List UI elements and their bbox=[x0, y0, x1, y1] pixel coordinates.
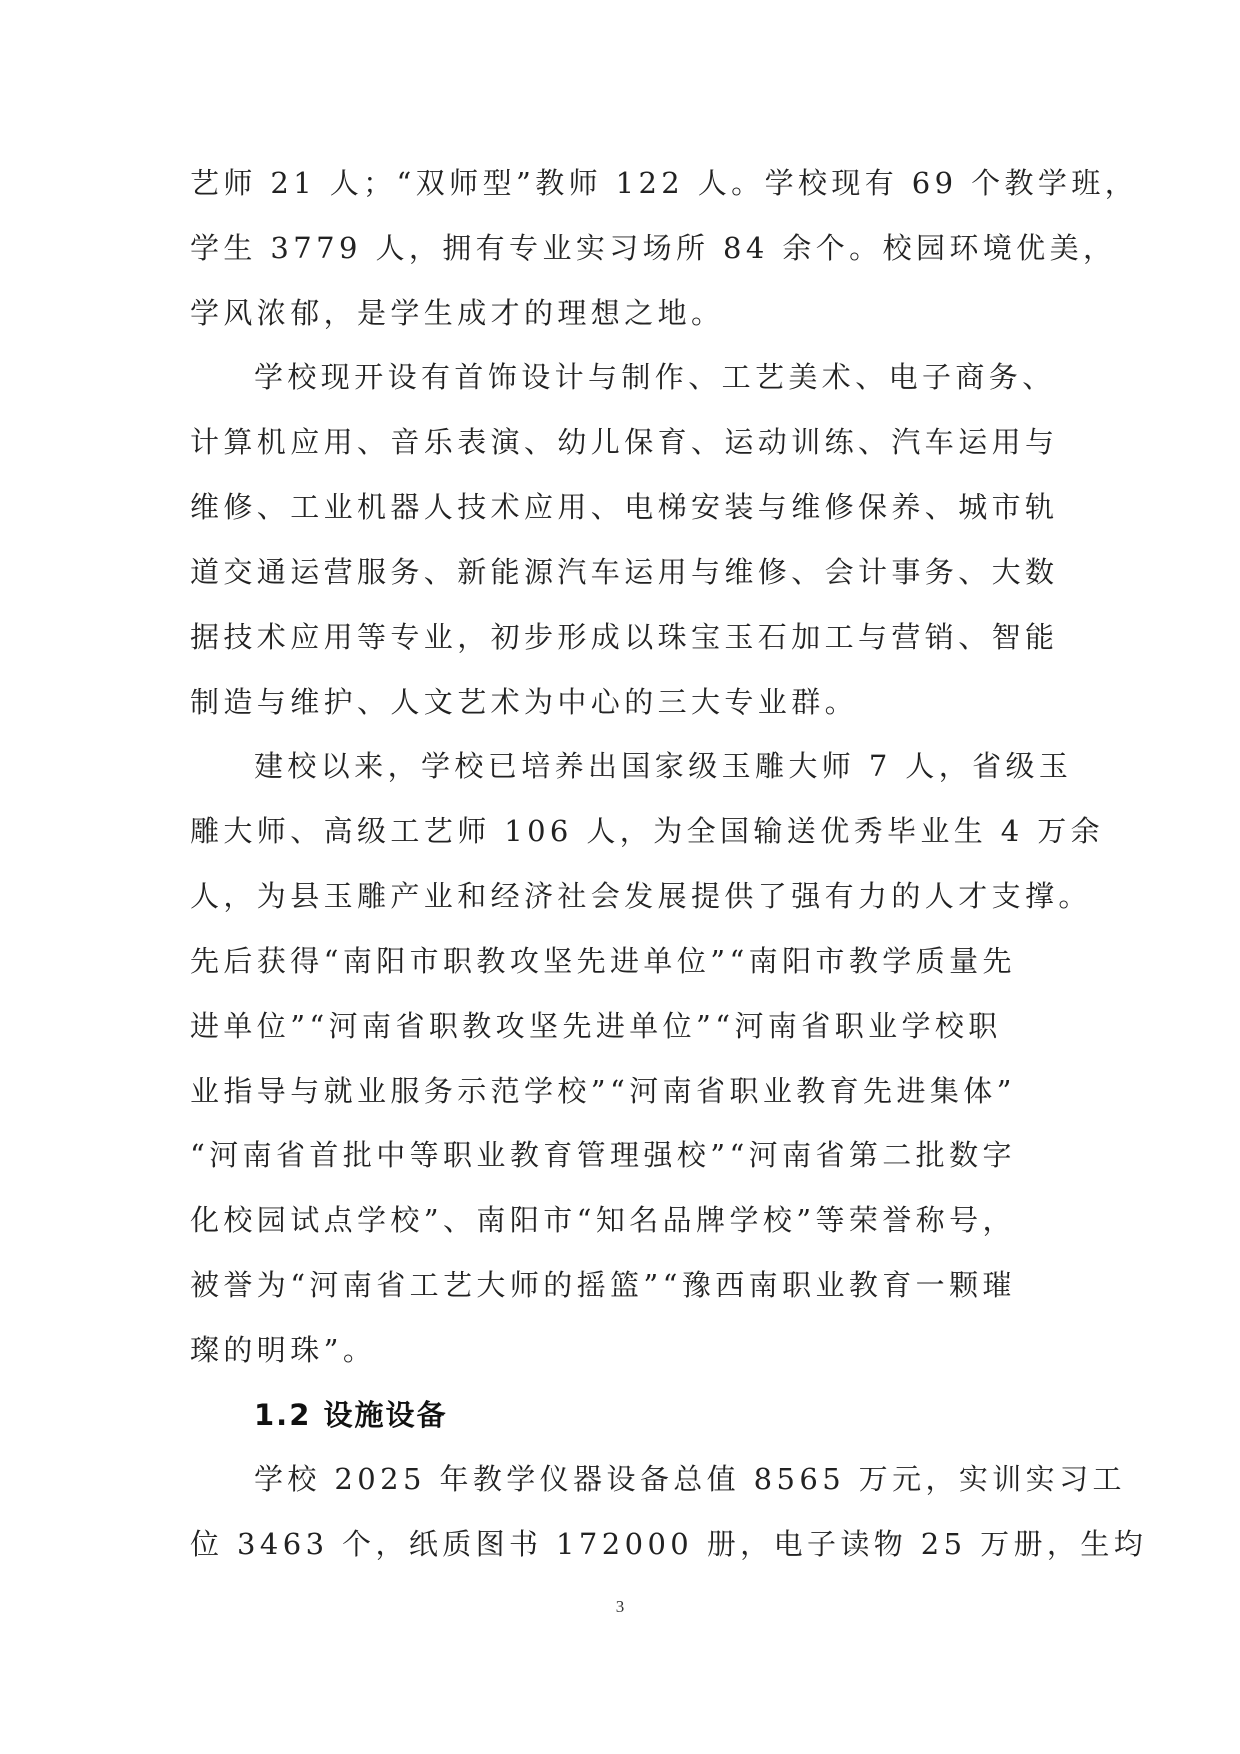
paragraph-line: 璨的明珠”。 bbox=[190, 1333, 377, 1367]
paragraph-line: 据技术应用等专业，初步形成以珠宝玉石加工与营销、智能 bbox=[190, 620, 1059, 654]
paragraph-line: 人，为县玉雕产业和经济社会发展提供了强有力的人才支撑。 bbox=[190, 879, 1092, 913]
section-heading: 1.2 设施设备 bbox=[254, 1398, 448, 1432]
paragraph-line: 雕大师、高级工艺师 106 人，为全国输送优秀毕业生 4 万余 bbox=[190, 814, 1105, 848]
paragraph-line: 制造与维护、人文艺术为中心的三大专业群。 bbox=[190, 685, 859, 719]
paragraph-line: 维修、工业机器人技术应用、电梯安装与维修保养、城市轨 bbox=[190, 490, 1059, 524]
paragraph-line: 业指导与就业服务示范学校”“河南省职业教育先进集体” bbox=[190, 1074, 1016, 1108]
paragraph-line: 化校园试点学校”、南阳市“知名品牌学校”等荣誉称号， bbox=[190, 1203, 1016, 1237]
paragraph-line: 学校现开设有首饰设计与制作、工艺美术、电子商务、 bbox=[254, 360, 1056, 394]
paragraph-line: 计算机应用、音乐表演、幼儿保育、运动训练、汽车运用与 bbox=[190, 425, 1059, 459]
paragraph-line: 学风浓郁，是学生成才的理想之地。 bbox=[190, 296, 725, 330]
paragraph-line: 学生 3779 人，拥有专业实习场所 84 余个。校园环境优美， bbox=[190, 231, 1117, 265]
page-number: 3 bbox=[615, 1597, 625, 1616]
paragraph-line: 学校 2025 年教学仪器设备总值 8565 万元，实训实习工 bbox=[254, 1462, 1126, 1496]
paragraph-line: 先后获得“南阳市职教攻坚先进单位”“南阳市教学质量先 bbox=[190, 944, 1016, 978]
paragraph-line: 被誉为“河南省工艺大师的摇篮”“豫西南职业教育一颗璀 bbox=[190, 1268, 1016, 1302]
paragraph-line: 道交通运营服务、新能源汽车运用与维修、会计事务、大数 bbox=[190, 555, 1059, 589]
paragraph-line: 位 3463 个，纸质图书 172000 册，电子读物 25 万册，生均 bbox=[190, 1527, 1148, 1561]
paragraph-line: 进单位”“河南省职教攻坚先进单位”“河南省职业学校职 bbox=[190, 1009, 1002, 1043]
paragraph-line: 建校以来，学校已培养出国家级玉雕大师 7 人，省级玉 bbox=[254, 749, 1073, 783]
paragraph-line: “河南省首批中等职业教育管理强校”“河南省第二批数字 bbox=[190, 1138, 1016, 1172]
paragraph-line: 艺师 21 人；“双师型”教师 122 人。学校现有 69 个教学班， bbox=[190, 166, 1139, 200]
